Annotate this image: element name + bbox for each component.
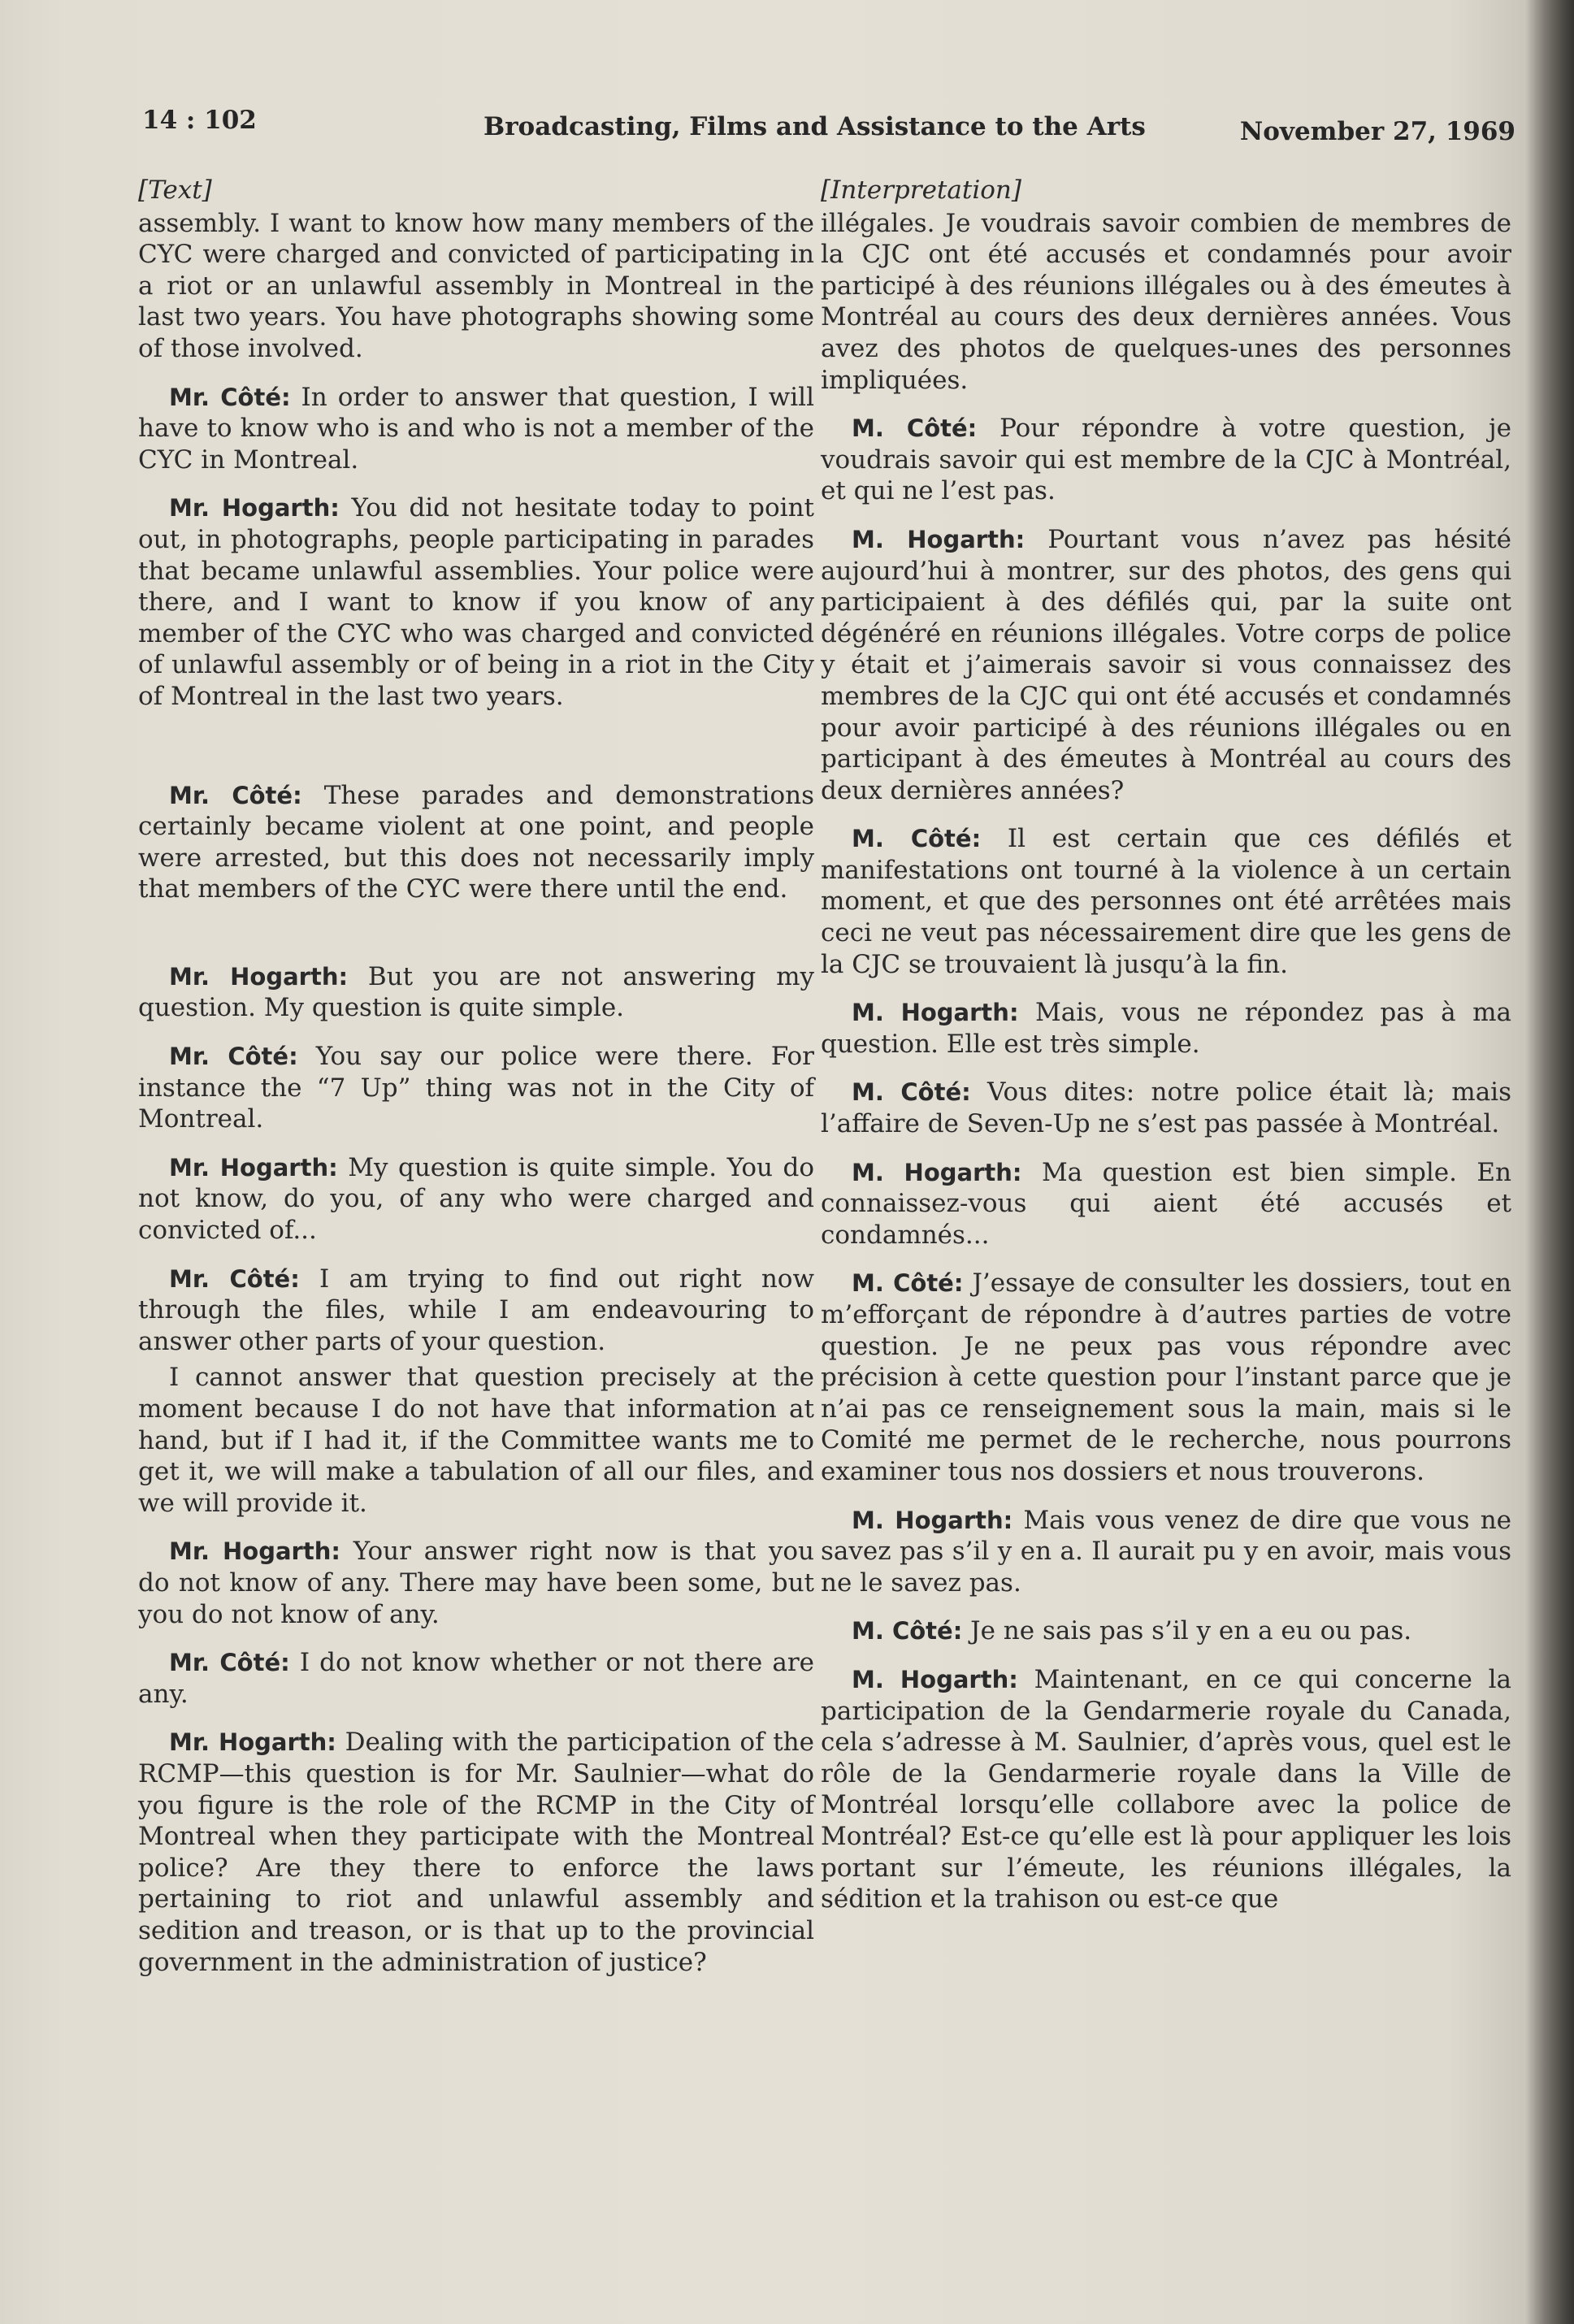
paragraph-text: Vous dites: notre police était là; mais l’affaire de Seven-Up ne s’est pas passée à Montréal. xyxy=(821,1077,1512,1139)
speaker: Mr. Côté: xyxy=(169,383,291,411)
speaker: Mr. Côté: xyxy=(169,781,302,809)
speaker: M. Hogarth: xyxy=(852,525,1025,553)
book-spine-shadow xyxy=(1525,0,1574,2324)
paragraph-text: Your answer right now is that you do not know of any. There may have been some, but you do not know of any. xyxy=(138,1537,814,1629)
paragraph-text: Maintenant, en ce qui concerne la participation de la Gendarmerie royale du Canada, cela s’adresse à M. Saulnier, d’après vous, quel est le rôle de la Gendarmerie royale dans la Ville de Montréal lorsqu’elle collabore avec la police de Montréal? Est-ce qu’elle est là pour appliquer les lois portant sur l’émeute, les réunions illégales, la sédition et la trahison ou est-ce que xyxy=(821,1664,1511,1914)
paragraph-text: Mais, vous ne répondez pas à ma question. Elle est très simple. xyxy=(821,998,1511,1059)
speaker: M. Côté: xyxy=(852,1078,971,1107)
paragraph-text: You did not hesitate today to point out, in photographs, people participating in parades that became unlawful assemblies. Your police were there, and I want to know if you know of any member of the CYC who was charged and convicted of unlawful assembly or of being in a riot in the City of Montreal in the last two years. xyxy=(138,493,814,711)
paragraph xyxy=(821,823,1511,980)
publication-date: November 27, 1969 xyxy=(1239,117,1515,146)
paragraph xyxy=(821,524,1511,806)
running-header xyxy=(142,106,1515,154)
paragraph-text: Je ne sais pas s’il y en a eu ou pas. xyxy=(962,1616,1412,1646)
paragraph xyxy=(138,492,814,712)
paragraph-text: illégales. Je voudrais savoir combien de membres de la CJC ont été accusés et condamnés pour avoir participé à des réunions illégales ou à des émeutes à Montréal au cours des deux dernières années. Vous avez des photos de quelques-unes des personnes impliquées. xyxy=(821,208,1511,395)
paragraph xyxy=(138,1041,814,1135)
paragraph-text: I am trying to find out right now through the files, while I am endeavouring to answer other parts of your question. xyxy=(138,1264,814,1356)
paragraph-text: Pour répondre à votre question, je voudrais savoir qui est membre de la CJC à Montréal, et qui ne l’est pas. xyxy=(821,414,1511,506)
paragraph xyxy=(821,1077,1511,1139)
paragraph xyxy=(138,1264,814,1358)
paragraph xyxy=(138,1152,814,1247)
paragraph-text: assembly. I want to know how many members of the CYC were charged and convicted of participating in a riot or an unlawful assembly in Montreal in the last two years. You have photographs showing some of those involved. xyxy=(138,208,814,363)
paragraph-text: But you are not answering my question. My question is quite simple. xyxy=(138,961,814,1023)
paragraph xyxy=(821,1615,1511,1647)
speaker: Mr. Hogarth: xyxy=(169,1537,340,1566)
speaker: M. Hogarth: xyxy=(852,999,1019,1027)
paragraph-text: Dealing with the participation of the RCMP—this question is for Mr. Saulnier—what do you figure is the role of the RCMP in the City of Montreal when they participate with the Montreal police? Are they there to enforce the laws pertaining to riot and unlawful assembly and sedition and treason, or is that up to the provincial government in the administration of justice? xyxy=(138,1728,814,1977)
speaker: Mr. Hogarth: xyxy=(169,494,340,522)
paragraph xyxy=(821,1664,1511,1915)
paragraph-text: In order to answer that question, I will have to know who is and who is not a member of the CYC in Montreal. xyxy=(138,382,814,475)
paragraph-text: You say our police were there. For instance the “7 Up” thing was not in the City of Montreal. xyxy=(138,1042,814,1134)
speaker: Mr. Hogarth: xyxy=(169,962,349,991)
column-heading-interpretation: [Interpretation] xyxy=(821,176,1021,205)
speaker: Mr. Côté: xyxy=(169,1649,290,1677)
paragraph-text: My question is quite simple. You do not know, do you, of any who were charged and convicted of... xyxy=(138,1152,814,1246)
page-number: 14 : 102 xyxy=(142,106,257,135)
speaker: M. Côté: xyxy=(852,1269,964,1298)
paragraph xyxy=(138,1647,814,1710)
paragraph-text: I cannot answer that question precisely at the moment because I do not have that information at hand, but if I had it, if the Committee wants me to get it, we will make a tabulation of all our files, and we will provide it. xyxy=(138,1363,814,1518)
speaker: Mr. Côté: xyxy=(169,1264,300,1293)
paragraph-text: Il est certain que ces défilés et manifestations ont tourné à la violence à un certain moment, et que des personnes ont été arrêtées mais ceci ne veut pas nécessairement dire que les gens de la CJC se trouvaient là jusqu’à la fin. xyxy=(821,824,1511,979)
speaker: M. Côté: xyxy=(852,1617,963,1645)
paragraph-text: I do not know whether or not there are any. xyxy=(138,1648,814,1709)
speaker: M. Hogarth: xyxy=(852,1158,1022,1186)
paragraph xyxy=(821,1268,1511,1487)
paragraph-text: J’essaye de consulter les dossiers, tout en m’efforçant de répondre à d’autres parties de votre question. Je ne peux pas vous répondre avec précision à cette question pour l’instant parce que je n’ai pas ce renseignement sous la main, mais si le Comité me permet de le recherche, nous pourrons examiner tous nos dossiers et nous trouverons. xyxy=(821,1268,1511,1486)
speaker: M. Hogarth: xyxy=(852,1665,1018,1693)
paragraph-text: Ma question est bien simple. En connaissez-vous qui aient été accusés et condamnés... xyxy=(821,1157,1512,1250)
speaker: Mr. Hogarth: xyxy=(169,1728,336,1757)
publication-title: Broadcasting, Films and Assistance to the Arts xyxy=(483,112,1146,141)
speaker: M. Côté: xyxy=(852,414,978,443)
paragraph-text: These parades and demonstrations certainly became violent at one point, and people were arrested, but this does not necessarily imply that members of the CYC were there until the end. xyxy=(138,780,814,904)
paragraph xyxy=(821,1157,1511,1251)
speaker: Mr. Côté: xyxy=(169,1043,298,1071)
paragraph-text: Pourtant vous n’avez pas hésité aujourd’hui à montrer, sur des photos, des gens qui participaient à des défilés qui, par la suite ont dégénéré en réunions illégales. Votre corps de police y était et j’aimerais savoir si vous connaissez des membres de la CJC qui ont été accusés et condamnés pour avoir participé à des réunions illégales ou en participant à des émeutes à Montréal au cours des deux dernières années? xyxy=(821,524,1511,805)
column-heading-text: [Text] xyxy=(138,176,212,205)
paragraph xyxy=(821,208,1511,397)
paragraph xyxy=(821,997,1511,1060)
paragraph xyxy=(821,1505,1511,1599)
speaker: Mr. Hogarth: xyxy=(169,1153,338,1182)
paragraph xyxy=(138,961,814,1024)
paragraph xyxy=(138,780,814,905)
paragraph xyxy=(821,413,1511,507)
paragraph-text: Mais vous venez de dire que vous ne savez pas s’il y en a. Il aurait pu y en avoir, mais vous ne le savez pas. xyxy=(821,1505,1512,1598)
speaker: M. Hogarth: xyxy=(852,1506,1013,1534)
paragraph xyxy=(138,382,814,476)
paragraph xyxy=(138,208,814,365)
speaker: M. Côté: xyxy=(852,825,982,853)
english-column xyxy=(138,175,814,1995)
french-column xyxy=(821,175,1511,1932)
paragraph xyxy=(138,1727,814,1978)
paragraph xyxy=(138,1362,814,1519)
paragraph xyxy=(138,1536,814,1630)
